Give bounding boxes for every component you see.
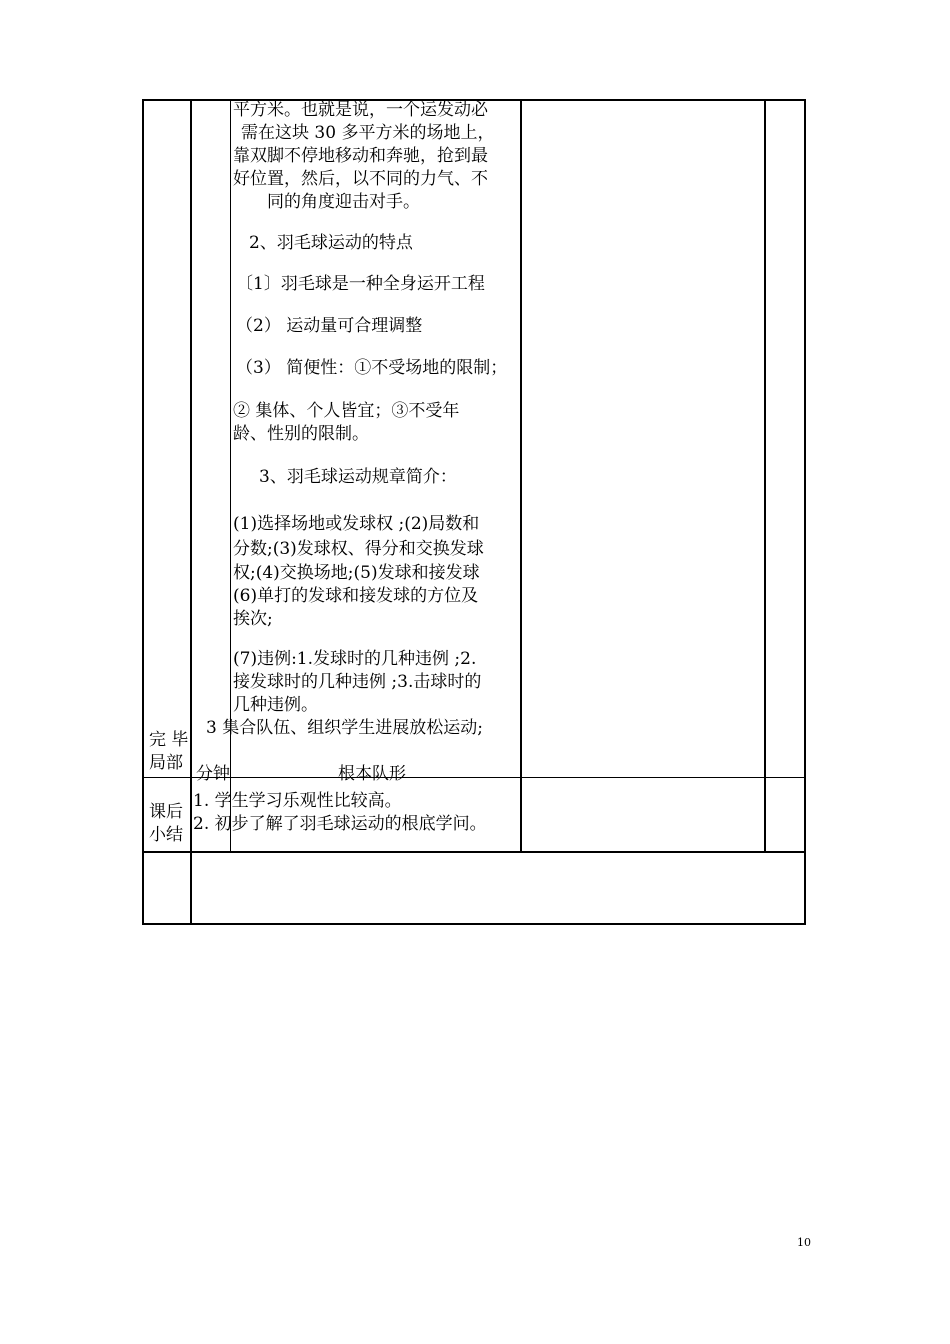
formation-label: 根本队形 (338, 764, 406, 784)
content-line: ② 集体、个人皆宜；③不受年 (233, 401, 460, 421)
summary-item-1: 1. 学生学习乐观性比较高。 (193, 791, 402, 811)
column-divider-4 (764, 99, 766, 852)
content-line: 需在这块 30 多平方米的场地上， (241, 123, 495, 143)
content-line: 同的角度迎击对手。 (267, 192, 420, 212)
column-divider-3 (520, 99, 522, 852)
summary-item-2: 2. 初步了解了羽毛球运动的根底学问。 (193, 814, 487, 834)
table-bottom-border (142, 923, 806, 925)
summary-label-line2: 小结 (149, 825, 183, 845)
summary-label-line1: 课后 (149, 802, 183, 822)
content-line: 好位置，然后，以不同的力气、不 (233, 169, 488, 189)
content-line: 几种违例。 (233, 695, 318, 715)
content-line: 3 集合队伍、组织学生进展放松运动; (206, 718, 483, 738)
content-line: 2、羽毛球运动的特点 (249, 233, 413, 253)
content-line: (1)选择场地或发球权 ;(2)局数和 (233, 514, 480, 534)
content-line: 权;(4)交换场地;(5)发球和接发球 (233, 563, 480, 583)
row-divider-1 (142, 777, 806, 778)
row-divider-2 (142, 851, 806, 853)
content-line: 接发球时的几种违例 ;3.击球时的 (233, 672, 482, 692)
table-left-border (142, 99, 144, 925)
table-right-border (804, 99, 806, 925)
content-line: 平方米。也就是说，一个运发动必 (233, 100, 488, 120)
column-divider-1 (190, 99, 192, 925)
content-line: （2） 运动量可合理调整 (236, 316, 423, 336)
minutes-label: 分钟 (196, 764, 230, 784)
content-line: 〔1〕羽毛球是一种全身运开工程 (236, 274, 485, 294)
content-line: 挨次; (233, 609, 273, 629)
content-line: (6)单打的发球和接发球的方位及 (233, 586, 479, 606)
section-label-line1: 完 毕 (149, 730, 189, 750)
content-line: (7)违例:1.发球时的几种违例 ;2. (233, 649, 477, 669)
content-line: 靠双脚不停地移动和奔驰，抢到最 (233, 146, 488, 166)
content-line: （3） 简便性：①不受场地的限制； (236, 358, 508, 378)
content-line: 分数;(3)发球权、得分和交换发球 (233, 539, 484, 559)
page-number: 10 (797, 1236, 811, 1249)
section-label-line2: 局部 (149, 753, 183, 773)
content-line: 3、羽毛球运动规章简介： (259, 467, 457, 487)
content-line: 龄、性别的限制。 (233, 424, 369, 444)
